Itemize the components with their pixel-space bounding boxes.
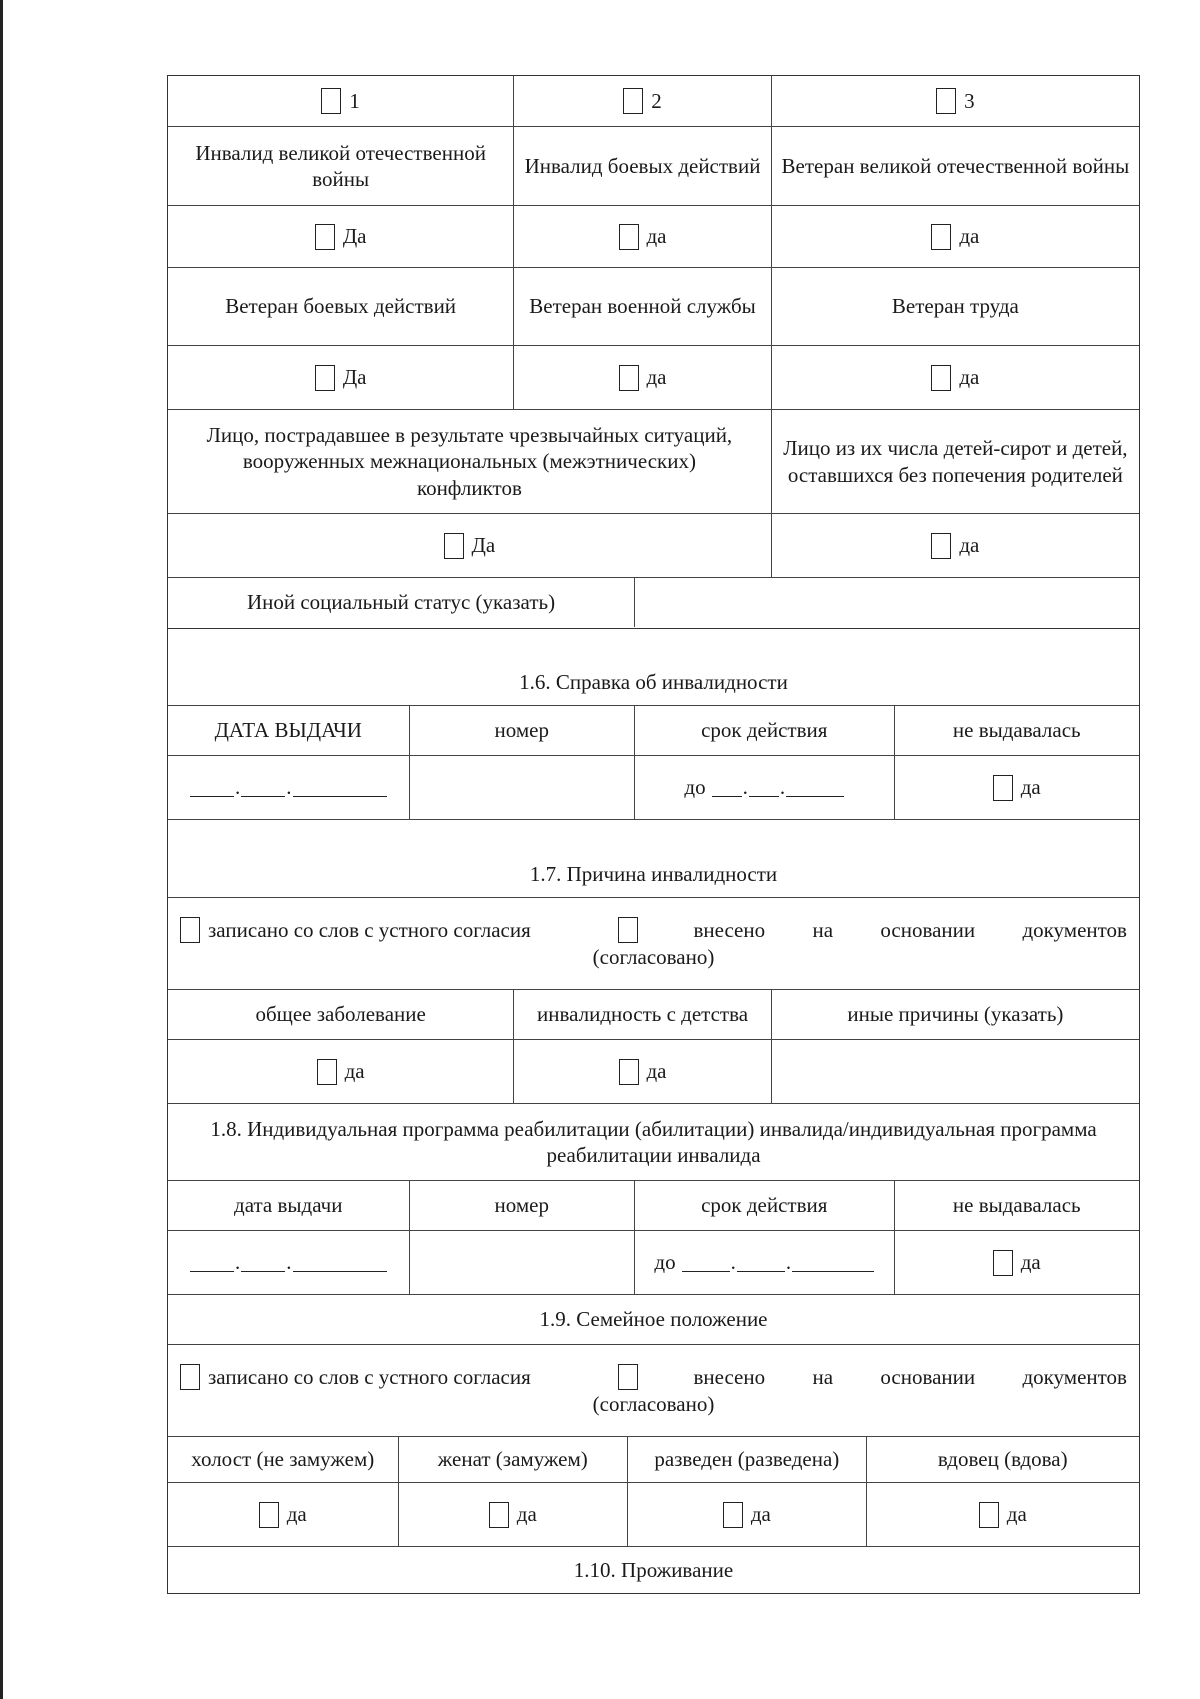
rehab-until-label: до xyxy=(654,1250,676,1275)
section-1-7-title-row xyxy=(168,819,1139,897)
cause-general-header: общее заболевание xyxy=(255,1002,426,1027)
group-2-label: 2 xyxy=(651,88,662,113)
status-row-3-answers xyxy=(168,513,1139,577)
marital-married-header: женат (замужем) xyxy=(398,1437,628,1482)
status-wwii-veteran-answer xyxy=(771,206,1139,267)
status-row-1-answers xyxy=(168,205,1139,267)
status-military-veteran-yes: да xyxy=(646,365,667,390)
status-wwii-veteran-checkbox[interactable] xyxy=(931,224,951,250)
status-orphan-label: Лицо из их числа детей-сирот и детей, оставшихся без попечения родителей xyxy=(771,410,1139,513)
section-1-10-title-row xyxy=(168,1546,1139,1594)
status-labor-veteran-answer xyxy=(771,346,1139,409)
certificate-date-header: ДАТА ВЫДАЧИ xyxy=(214,718,362,743)
status-combat-invalid-label: Инвалид боевых действий xyxy=(513,127,770,205)
status-military-veteran-label: Ветеран военной службы xyxy=(513,268,770,345)
disability-and-family-table xyxy=(167,628,1140,1594)
marital-married-checkbox[interactable] xyxy=(489,1502,509,1528)
marital-widowed-header: вдовец (вдова) xyxy=(866,1437,1139,1482)
cause-childhood-answer xyxy=(513,1040,770,1103)
section-1-9-title-row xyxy=(168,1294,1139,1344)
status-row-3-labels xyxy=(168,409,1139,513)
group-3-label: 3 xyxy=(964,88,975,113)
group-2-checkbox[interactable] xyxy=(623,88,643,114)
status-other-label: Иной социальный статус (указать) xyxy=(246,590,556,615)
status-wwii-invalid-answer xyxy=(168,206,513,267)
rehab-not-issued-yes: да xyxy=(1020,1250,1041,1275)
section-1-6-title-row xyxy=(168,628,1139,705)
status-orphan-answer xyxy=(771,514,1139,577)
cause-childhood-checkbox[interactable] xyxy=(619,1059,639,1085)
marital-widowed-checkbox[interactable] xyxy=(979,1502,999,1528)
cause-source-row xyxy=(168,897,1139,989)
section-1-8-title-row xyxy=(168,1103,1139,1180)
status-combat-invalid-checkbox[interactable] xyxy=(619,224,639,250)
status-wwii-veteran-yes: да xyxy=(959,224,980,249)
status-row-2-labels xyxy=(168,267,1139,345)
group-1-checkbox[interactable] xyxy=(321,88,341,114)
section-1-10-title: 1.10. Проживание xyxy=(573,1558,734,1583)
cause-other-field[interactable] xyxy=(771,1040,1139,1103)
status-wwii-veteran-label: Ветеран великой отечественной войны xyxy=(771,127,1139,205)
cause-oral-label: записано со слов с устного согласия xyxy=(208,918,531,943)
cause-docs-word-2: на xyxy=(812,918,834,943)
status-orphan-checkbox[interactable] xyxy=(931,533,951,559)
marital-docs-word-2: на xyxy=(812,1365,834,1390)
cause-oral-checkbox[interactable] xyxy=(180,917,200,943)
cause-docs-word-1: внесено xyxy=(693,918,766,943)
cause-docs-second-line: (согласовано) xyxy=(592,944,715,969)
marital-header-row xyxy=(168,1436,1139,1482)
certificate-validity-field[interactable]: до . . xyxy=(634,756,893,819)
cause-header-row xyxy=(168,989,1139,1039)
rehab-validity-header: срок действия xyxy=(634,1181,893,1230)
rehab-number-field[interactable] xyxy=(409,1231,635,1294)
marital-widowed-yes: да xyxy=(1006,1502,1027,1527)
rehab-number-header: номер xyxy=(409,1181,635,1230)
certificate-validity-header: срок действия xyxy=(634,706,893,755)
certificate-header-row xyxy=(168,705,1139,755)
cause-docs-word-4: документов xyxy=(1022,918,1127,943)
certificate-value-row xyxy=(168,755,1139,819)
cause-answer-row xyxy=(168,1039,1139,1103)
rehab-validity-field[interactable]: до . . xyxy=(634,1231,893,1294)
status-orphan-yes: да xyxy=(959,533,980,558)
rehab-not-issued-checkbox[interactable] xyxy=(993,1250,1013,1276)
marital-source-row xyxy=(168,1344,1139,1436)
cause-source-options xyxy=(168,898,1139,989)
marital-divorced-answer xyxy=(627,1483,866,1546)
group-3-cell xyxy=(771,76,1139,126)
status-labor-veteran-checkbox[interactable] xyxy=(931,365,951,391)
rehab-not-issued-header: не выдавалась xyxy=(894,1181,1140,1230)
status-wwii-invalid-checkbox[interactable] xyxy=(315,224,335,250)
marital-single-checkbox[interactable] xyxy=(259,1502,279,1528)
marital-docs-checkbox[interactable] xyxy=(618,1364,638,1390)
certificate-not-issued-yes: да xyxy=(1020,775,1041,800)
certificate-not-issued-answer xyxy=(894,756,1140,819)
status-labor-veteran-label: Ветеран труда xyxy=(771,268,1139,345)
section-1-9-title: 1.9. Семейное положение xyxy=(539,1307,768,1332)
marital-docs-second-line: (согласовано) xyxy=(592,1391,715,1416)
marital-docs-word-3: основании xyxy=(880,1365,976,1390)
status-military-veteran-answer xyxy=(513,346,770,409)
group-number-row xyxy=(168,76,1139,126)
marital-divorced-yes: да xyxy=(750,1502,771,1527)
status-combat-invalid-answer xyxy=(513,206,770,267)
social-status-table xyxy=(167,75,1140,629)
status-combat-veteran-yes: Да xyxy=(342,365,367,390)
group-1-label: 1 xyxy=(349,88,360,113)
certificate-number-field[interactable] xyxy=(409,756,635,819)
status-emergency-victim-label: Лицо, пострадавшее в результате чрезвычайных ситуаций, вооруженных межнациональных (межэтнических) конфликтов xyxy=(206,423,733,500)
certificate-date-field[interactable]: . . xyxy=(168,756,409,819)
scan-edge xyxy=(0,0,3,1699)
cause-general-checkbox[interactable] xyxy=(317,1059,337,1085)
status-combat-veteran-label: Ветеран боевых действий xyxy=(225,294,457,319)
cause-childhood-header: инвалидность с детства xyxy=(513,990,770,1039)
marital-oral-label: записано со слов с устного согласия xyxy=(208,1365,531,1390)
section-1-6-title: 1.6. Справка об инвалидности xyxy=(519,669,788,694)
status-labor-veteran-yes: да xyxy=(959,365,980,390)
certificate-not-issued-checkbox[interactable] xyxy=(993,775,1013,801)
cause-childhood-yes: да xyxy=(646,1059,667,1084)
section-1-8-title: 1.8. Индивидуальная программа реабилитации (абилитации) инвалида/индивидуальная программа реабилитации инвалида xyxy=(210,1116,1097,1167)
marital-divorced-header: разведен (разведена) xyxy=(627,1437,866,1482)
status-combat-invalid-yes: да xyxy=(646,224,667,249)
status-combat-veteran-checkbox[interactable] xyxy=(315,365,335,391)
cause-general-yes: да xyxy=(344,1059,365,1084)
group-1-cell xyxy=(168,76,513,126)
marital-married-answer xyxy=(398,1483,628,1546)
status-military-veteran-checkbox[interactable] xyxy=(619,365,639,391)
marital-widowed-answer xyxy=(866,1483,1139,1546)
group-2-cell xyxy=(513,76,770,126)
marital-divorced-checkbox[interactable] xyxy=(723,1502,743,1528)
marital-answer-row xyxy=(168,1482,1139,1546)
cause-docs-checkbox[interactable] xyxy=(618,917,638,943)
status-wwii-invalid-label: Инвалид великой отечественной войны xyxy=(195,140,486,191)
rehab-value-row xyxy=(168,1230,1139,1294)
rehab-date-field[interactable]: . . xyxy=(168,1231,409,1294)
status-emergency-victim-answer xyxy=(168,514,771,577)
cause-general-answer xyxy=(168,1040,513,1103)
marital-docs-word-4: документов xyxy=(1022,1365,1127,1390)
status-other-field[interactable] xyxy=(634,578,1139,627)
rehab-date-header: дата выдачи xyxy=(234,1193,343,1218)
status-combat-veteran-answer xyxy=(168,346,513,409)
cause-other-header: иные причины (указать) xyxy=(771,990,1139,1039)
status-emergency-victim-yes: Да xyxy=(471,533,496,558)
group-3-checkbox[interactable] xyxy=(936,88,956,114)
status-emergency-victim-checkbox[interactable] xyxy=(444,533,464,559)
cause-docs-word-3: основании xyxy=(880,918,976,943)
status-row-2-answers xyxy=(168,345,1139,409)
status-wwii-invalid-yes: Да xyxy=(342,224,367,249)
marital-single-answer xyxy=(168,1483,398,1546)
rehab-header-row xyxy=(168,1180,1139,1230)
status-row-1-labels xyxy=(168,126,1139,205)
marital-married-yes: да xyxy=(516,1502,537,1527)
status-other-row xyxy=(168,577,1139,627)
rehab-not-issued-answer xyxy=(894,1231,1140,1294)
certificate-number-header: номер xyxy=(409,706,635,755)
certificate-until-label: до xyxy=(684,775,706,800)
marital-docs-word-1: внесено xyxy=(693,1365,766,1390)
marital-source-options xyxy=(168,1345,1139,1436)
marital-oral-checkbox[interactable] xyxy=(180,1364,200,1390)
marital-single-header: холост (не замужем) xyxy=(191,1447,375,1472)
section-1-7-title: 1.7. Причина инвалидности xyxy=(529,861,778,886)
certificate-not-issued-header: не выдавалась xyxy=(894,706,1140,755)
marital-single-yes: да xyxy=(286,1502,307,1527)
